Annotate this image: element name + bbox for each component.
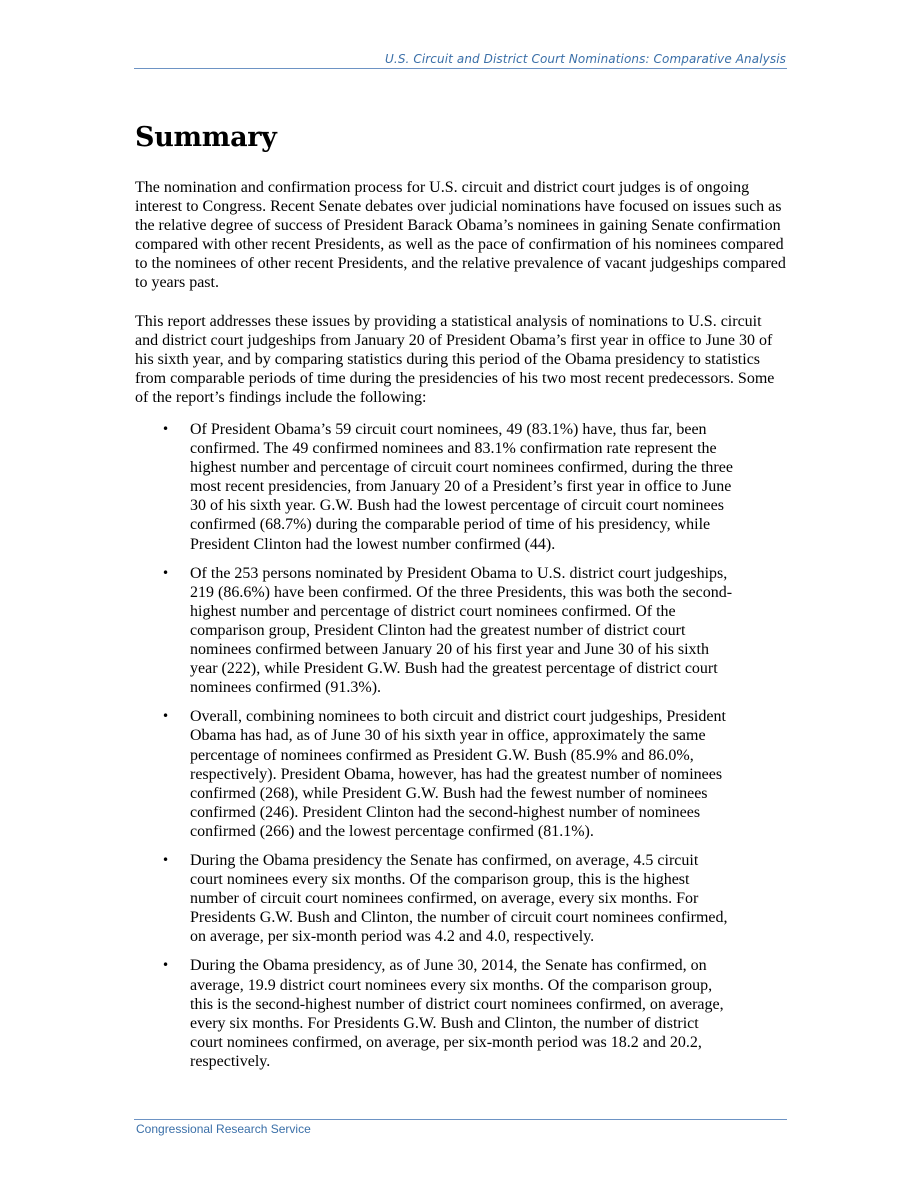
bullet-icon: • — [162, 565, 170, 580]
finding-text: Of the 253 persons nominated by President Obama to U.S. district court judgeships, 219 (86.6%) have been confirmed. Of the three Presidents, this was both the second-highest number and percentage of district court nominees confirmed. Of the comparison group, President Clinton had the greatest number of district court nominees confirmed between January 20 of his first year and June 30 of his sixth year (222), while President G.W. Bush had the greatest percentage of district court nominees confirmed (91.3%). — [190, 564, 733, 697]
page-title: Summary — [135, 122, 277, 153]
findings-list — [135, 420, 735, 1071]
finding-district-court — [135, 564, 735, 698]
finding-circuit-court — [135, 420, 735, 554]
finding-text: During the Obama presidency, as of June 30, 2014, the Senate has confirmed, on average, 19.9 district court nominees every six months. Of the comparison group, this is the second-highest number of district court nominees confirmed, on average, every six months. For Presidents G.W. Bush and Clinton, the number of district court nominees confirmed, on average, per six-month period was 18.2 and 20.2, respectively. — [190, 957, 724, 1070]
finding-text: Of President Obama’s 59 circuit court nominees, 49 (83.1%) have, thus far, been confirmed. The 49 confirmed nominees and 83.1% confirmation rate represent the highest number and percentage of circuit court nominees confirmed, during the three most recent presidencies, from January 20 of a President’s first year in office to June 30 of his sixth year. G.W. Bush had the lowest percentage of circuit court nominees confirmed (68.7%) during the comparable period of time of his presidency, while President Clinton had the lowest number confirmed (44). — [190, 421, 733, 553]
scope-paragraph: This report addresses these issues by providing a statistical analysis of nominations to U.S. circuit and district court judgeships from January 20 of President Obama’s first year in office to June 30 of his sixth year, and by comparing statistics during this period of the Obama presidency to statistics from comparable periods of time during the presidencies of his two most recent predecessors. Some of the report’s findings include the following: — [135, 313, 775, 407]
bullet-icon: • — [162, 958, 170, 973]
footer-publisher: Congressional Research Service — [136, 1122, 311, 1136]
finding-combined — [135, 707, 735, 841]
finding-district-pace — [135, 956, 735, 1071]
bullet-icon: • — [162, 852, 170, 867]
finding-text: During the Obama presidency the Senate has confirmed, on average, 4.5 circuit court nominees every six months. Of the comparison group, this is the highest number of circuit court nominees confirmed, on average, every six months. For Presidents G.W. Bush and Clinton, the number of circuit court nominees confirmed, on average, per six-month period was 4.2 and 4.0, respectively. — [190, 851, 728, 946]
footer-divider — [134, 1119, 787, 1120]
intro-paragraph: The nomination and confirmation process for U.S. circuit and district court judges is of ongoing interest to Congress. Recent Senate debates over judicial nominations have focused on issues such as the relative degree of success of President Barack Obama’s nominees in gaining Senate confirmation compared with other recent Presidents, as well as the pace of confirmation of his nominees compared to the nominees of other recent Presidents, and the relative prevalence of vacant judgeships compared to years past. — [135, 179, 786, 292]
finding-text: Overall, combining nominees to both circuit and district court judgeships, President Obama has had, as of June 30 of his sixth year in office, approximately the same percentage of nominees confirmed as President G.W. Bush (85.9% and 86.0%, respectively). President Obama, however, has had the greatest number of nominees confirmed (268), while President G.W. Bush had the fewest number of nominees confirmed (246). President Clinton had the second-highest number of nominees confirmed (266) and the lowest percentage confirmed (81.1%). — [190, 708, 726, 840]
header-divider — [134, 68, 787, 69]
running-header-title: U.S. Circuit and District Court Nominations: Comparative Analysis — [385, 52, 786, 66]
bullet-icon: • — [162, 422, 170, 436]
finding-circuit-pace — [135, 851, 735, 946]
bullet-icon: • — [162, 709, 170, 724]
